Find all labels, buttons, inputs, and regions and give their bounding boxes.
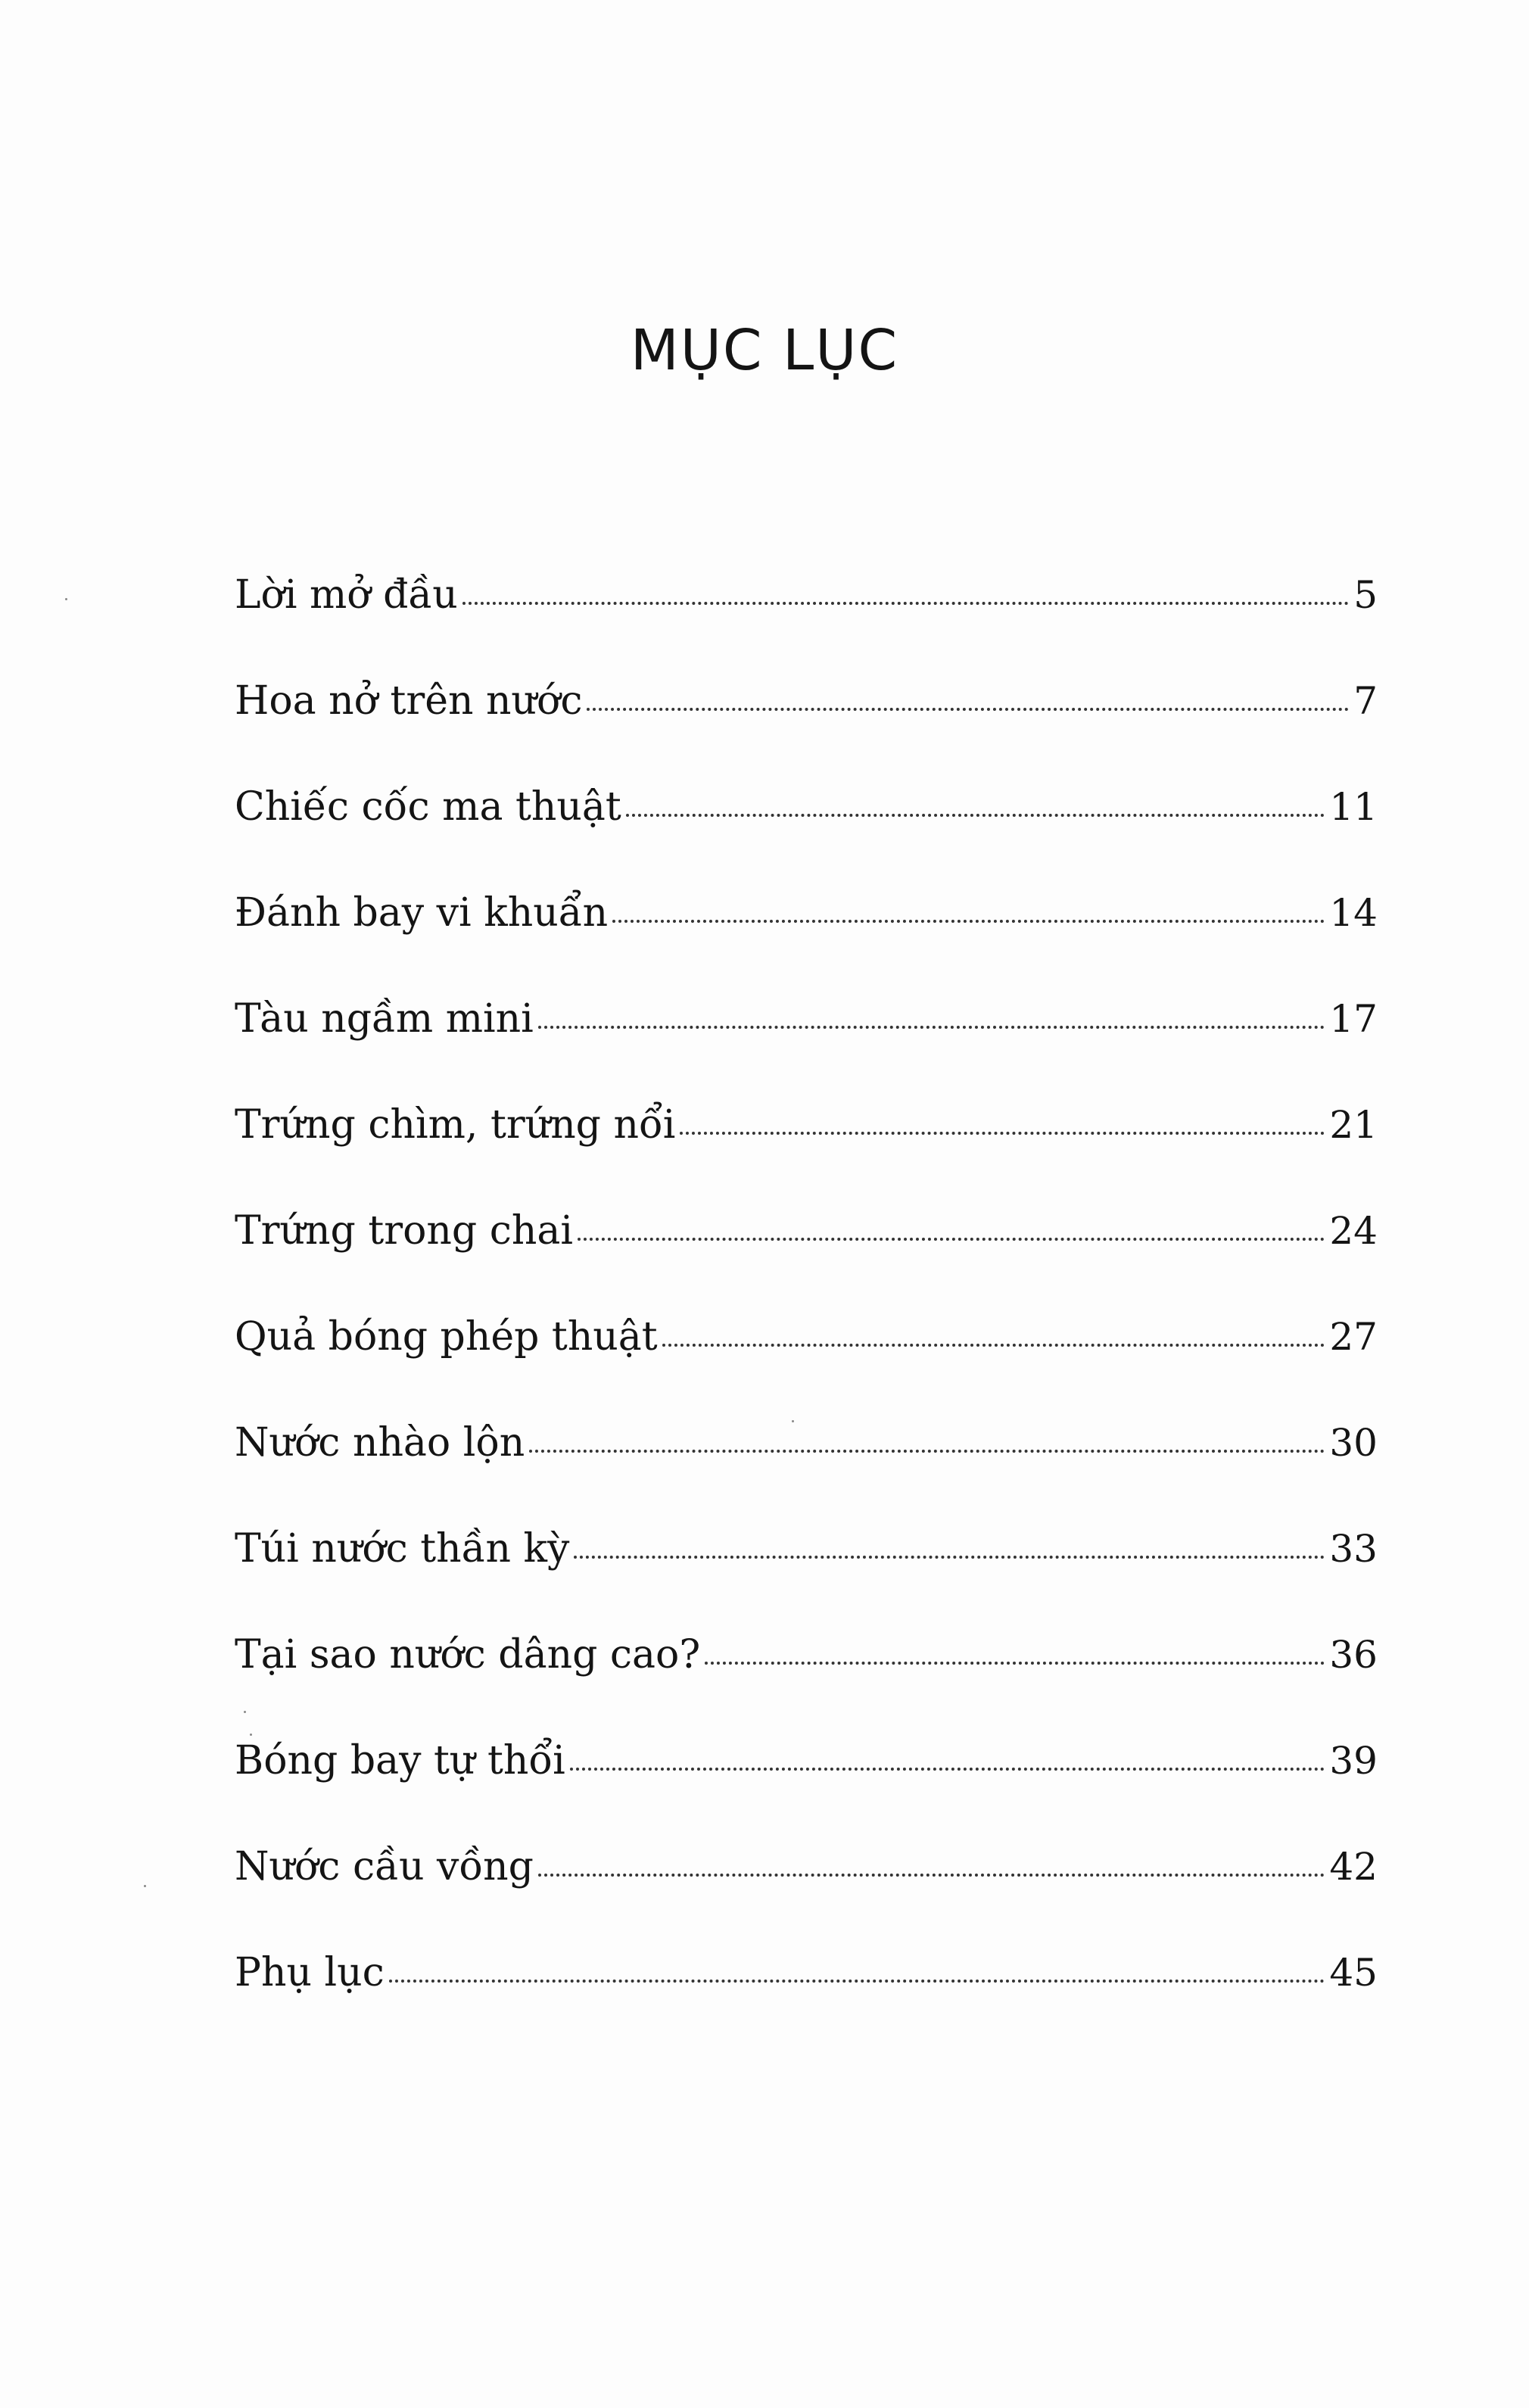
toc-entry-title: Trứng trong chai <box>235 1208 573 1254</box>
table-of-contents <box>235 572 1378 2059</box>
toc-entry-page: 39 <box>1329 1739 1378 1783</box>
toc-entry <box>235 1950 1378 2059</box>
toc-entry-page: 5 <box>1353 573 1378 617</box>
toc-entry-title: Trứng chìm, trứng nổi <box>235 1102 676 1148</box>
toc-entry-page: 24 <box>1329 1209 1378 1253</box>
toc-entry-title: Tại sao nước dâng cao? <box>235 1632 701 1678</box>
dot-leader <box>705 1662 1325 1665</box>
toc-entry <box>235 1420 1378 1529</box>
scan-speck <box>244 1711 246 1713</box>
toc-entry-page: 33 <box>1329 1527 1378 1571</box>
toc-entry-page: 42 <box>1329 1845 1378 1889</box>
toc-entry <box>235 784 1378 893</box>
toc-entry <box>235 1632 1378 1741</box>
toc-entry <box>235 1314 1378 1423</box>
dot-leader <box>626 814 1325 817</box>
toc-entry-title: Phụ lục <box>235 1950 385 1995</box>
toc-entry-title: Bóng bay tự thổi <box>235 1738 565 1783</box>
toc-entry-page: 36 <box>1329 1633 1378 1677</box>
toc-entry-page: 45 <box>1329 1951 1378 1995</box>
dot-leader <box>538 1874 1325 1877</box>
toc-entry-title: Đánh bay vi khuẩn <box>235 890 609 936</box>
toc-entry-page: 21 <box>1329 1103 1378 1147</box>
toc-entry-title: Lời mở đầu <box>235 572 458 618</box>
toc-entry-title: Quả bóng phép thuật <box>235 1314 658 1360</box>
dot-leader <box>680 1132 1325 1135</box>
toc-entry-title: Túi nước thần kỳ <box>235 1526 570 1572</box>
dot-leader <box>578 1238 1325 1241</box>
scan-speck <box>65 598 67 600</box>
dot-leader <box>574 1556 1325 1559</box>
toc-entry-title: Chiếc cốc ma thuật <box>235 784 621 830</box>
toc-entry-title: Nước cầu vồng <box>235 1844 534 1889</box>
toc-entry <box>235 1102 1378 1211</box>
toc-entry <box>235 890 1378 999</box>
dot-leader <box>529 1450 1325 1453</box>
toc-entry <box>235 1844 1378 1953</box>
toc-entry-title: Nước nhào lộn <box>235 1420 525 1466</box>
toc-entry-title: Hoa nở trên nước <box>235 678 583 724</box>
scan-speck <box>144 1885 146 1887</box>
toc-entry-page: 17 <box>1329 997 1378 1041</box>
dot-leader <box>462 602 1349 605</box>
dot-leader <box>538 1026 1325 1029</box>
toc-entry <box>235 996 1378 1105</box>
toc-entry-page: 27 <box>1329 1315 1378 1359</box>
scan-speck <box>792 1420 794 1422</box>
toc-entry <box>235 1208 1378 1317</box>
toc-entry <box>235 1738 1378 1847</box>
dot-leader <box>662 1344 1325 1347</box>
toc-entry <box>235 572 1378 681</box>
toc-entry-page: 7 <box>1353 679 1378 723</box>
scan-speck <box>250 1734 252 1736</box>
dot-leader <box>570 1768 1325 1771</box>
toc-entry-page: 14 <box>1329 891 1378 935</box>
toc-entry-page: 30 <box>1329 1421 1378 1465</box>
dot-leader <box>612 920 1325 923</box>
toc-entry <box>235 1526 1378 1635</box>
dot-leader <box>587 708 1349 711</box>
toc-entry-title: Tàu ngầm mini <box>235 996 534 1042</box>
page-title: MỤC LỤC <box>630 317 899 383</box>
dot-leader <box>389 1980 1325 1983</box>
toc-entry-page: 11 <box>1329 785 1378 829</box>
toc-entry <box>235 678 1378 787</box>
